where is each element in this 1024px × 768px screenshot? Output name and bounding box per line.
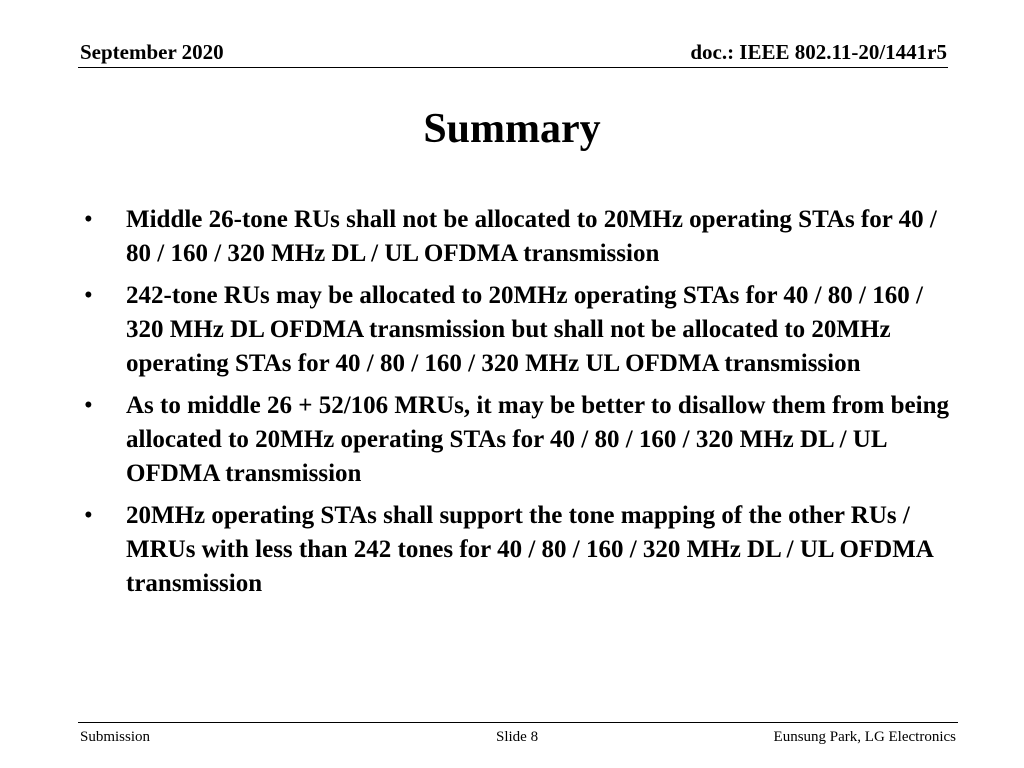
footer-slide-number: Slide 8 [496, 729, 539, 745]
bullet-list [80, 203, 950, 609]
bullet-item [80, 279, 950, 381]
bullet-item [80, 203, 950, 271]
slide-title: Summary [423, 106, 601, 152]
header-doc-id: doc.: IEEE 802.11-20/1441r5 [690, 40, 947, 64]
footer-divider [78, 722, 958, 723]
bullet-marker: • [84, 282, 93, 309]
bullet-text: 20MHz operating STAs shall support the tone mapping of the other RUs / MRUs with less than 242 tones for 40 / 80 / 160 / 320 MHz DL / UL OFDMA transmission [126, 502, 933, 597]
header-date: September 2020 [80, 40, 224, 64]
bullet-item [80, 389, 950, 491]
footer-author: Eunsung Park, LG Electronics [773, 729, 956, 745]
bullet-marker: • [84, 502, 93, 529]
footer-submission: Submission [80, 729, 151, 745]
bullet-item [80, 499, 950, 601]
bullet-text: Middle 26-tone RUs shall not be allocated to 20MHz operating STAs for 40 / 80 / 160 / 320 MHz DL / UL OFDMA transmission [126, 206, 937, 267]
bullet-marker: • [84, 392, 93, 419]
bullet-marker: • [84, 206, 93, 233]
header-divider [78, 67, 948, 68]
bullet-text: 242-tone RUs may be allocated to 20MHz operating STAs for 40 / 80 / 160 / 320 MHz DL OFDMA transmission but shall not be allocated to 20MHz operating STAs for 40 / 80 / 160 / 320 MHz UL OFDMA transmission [126, 282, 923, 377]
bullet-text: As to middle 26 + 52/106 MRUs, it may be better to disallow them from being allocated to 20MHz operating STAs for 40 / 80 / 160 / 320 MHz DL / UL OFDMA transmission [126, 392, 949, 487]
